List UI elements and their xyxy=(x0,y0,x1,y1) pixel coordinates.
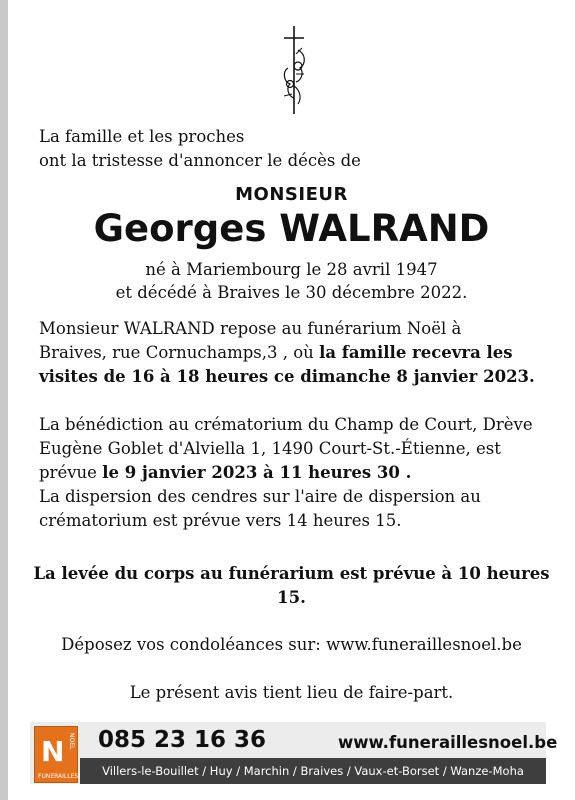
death-line: et décédé à Braives le 30 décembre 2022. xyxy=(115,283,468,302)
phone-number[interactable]: 085 23 16 36 xyxy=(98,727,267,753)
intro-line-2: ont la tristesse d'annoncer le décès de xyxy=(39,151,361,170)
logo-letter: N xyxy=(41,735,65,768)
deceased-name: Georges WALRAND xyxy=(93,207,490,250)
condolences-text: Déposez vos condoléances sur: www.funeraillesnoel.be xyxy=(61,635,522,654)
levee-line-2: 15. xyxy=(277,588,306,607)
ceremony-line-4: La dispersion des cendres sur l'aire de dispersion au xyxy=(39,487,481,506)
notice-text: Le présent avis tient lieu de faire-part. xyxy=(129,683,454,702)
logo-bottom-text: FUNERAILLES xyxy=(38,773,79,780)
ceremony-line-3 xyxy=(39,461,411,485)
ceremony-line-3-text: prévue xyxy=(39,463,103,482)
ceremony-line-2: Eugène Goblet d'Alviella 1, 1490 Court-St.-Étienne, est xyxy=(39,439,501,458)
visit-line-2-text: Braives, rue Cornuchamps,3 , où xyxy=(39,343,320,362)
cross-flower-icon xyxy=(276,24,312,116)
ceremony-line-3-bold: le 9 janvier 2023 à 11 heures 30 . xyxy=(102,463,412,482)
ceremony-line-5: crématorium est prévue vers 14 heures 15. xyxy=(39,511,402,530)
towns-list: Villers-le-Bouillet / Huy / Marchin / Braives / Vaux-et-Borset / Wanze-Moha xyxy=(80,758,546,784)
funeral-home-logo xyxy=(34,726,78,783)
logo-side-text: NOEL xyxy=(68,733,75,750)
honorific: MONSIEUR xyxy=(235,184,348,205)
visit-line-3: visites de 16 à 18 heures ce dimanche 8 janvier 2023. xyxy=(39,367,535,386)
levee-line-1: La levée du corps au funérarium est prévue à 10 heures xyxy=(33,564,550,583)
visit-line-2-bold: la famille recevra les xyxy=(319,343,513,362)
visit-line-1: Monsieur WALRAND repose au funérarium Noël à xyxy=(39,319,462,338)
obituary-page xyxy=(8,0,575,800)
visit-line-2 xyxy=(39,341,513,365)
birth-line: né à Mariembourg le 28 avril 1947 xyxy=(145,260,438,279)
ceremony-line-1: La bénédiction au crématorium du Champ de Court, Drève xyxy=(39,415,533,434)
website-link[interactable]: www.funeraillesnoel.be xyxy=(338,733,558,752)
intro-line-1: La famille et les proches xyxy=(39,127,245,146)
